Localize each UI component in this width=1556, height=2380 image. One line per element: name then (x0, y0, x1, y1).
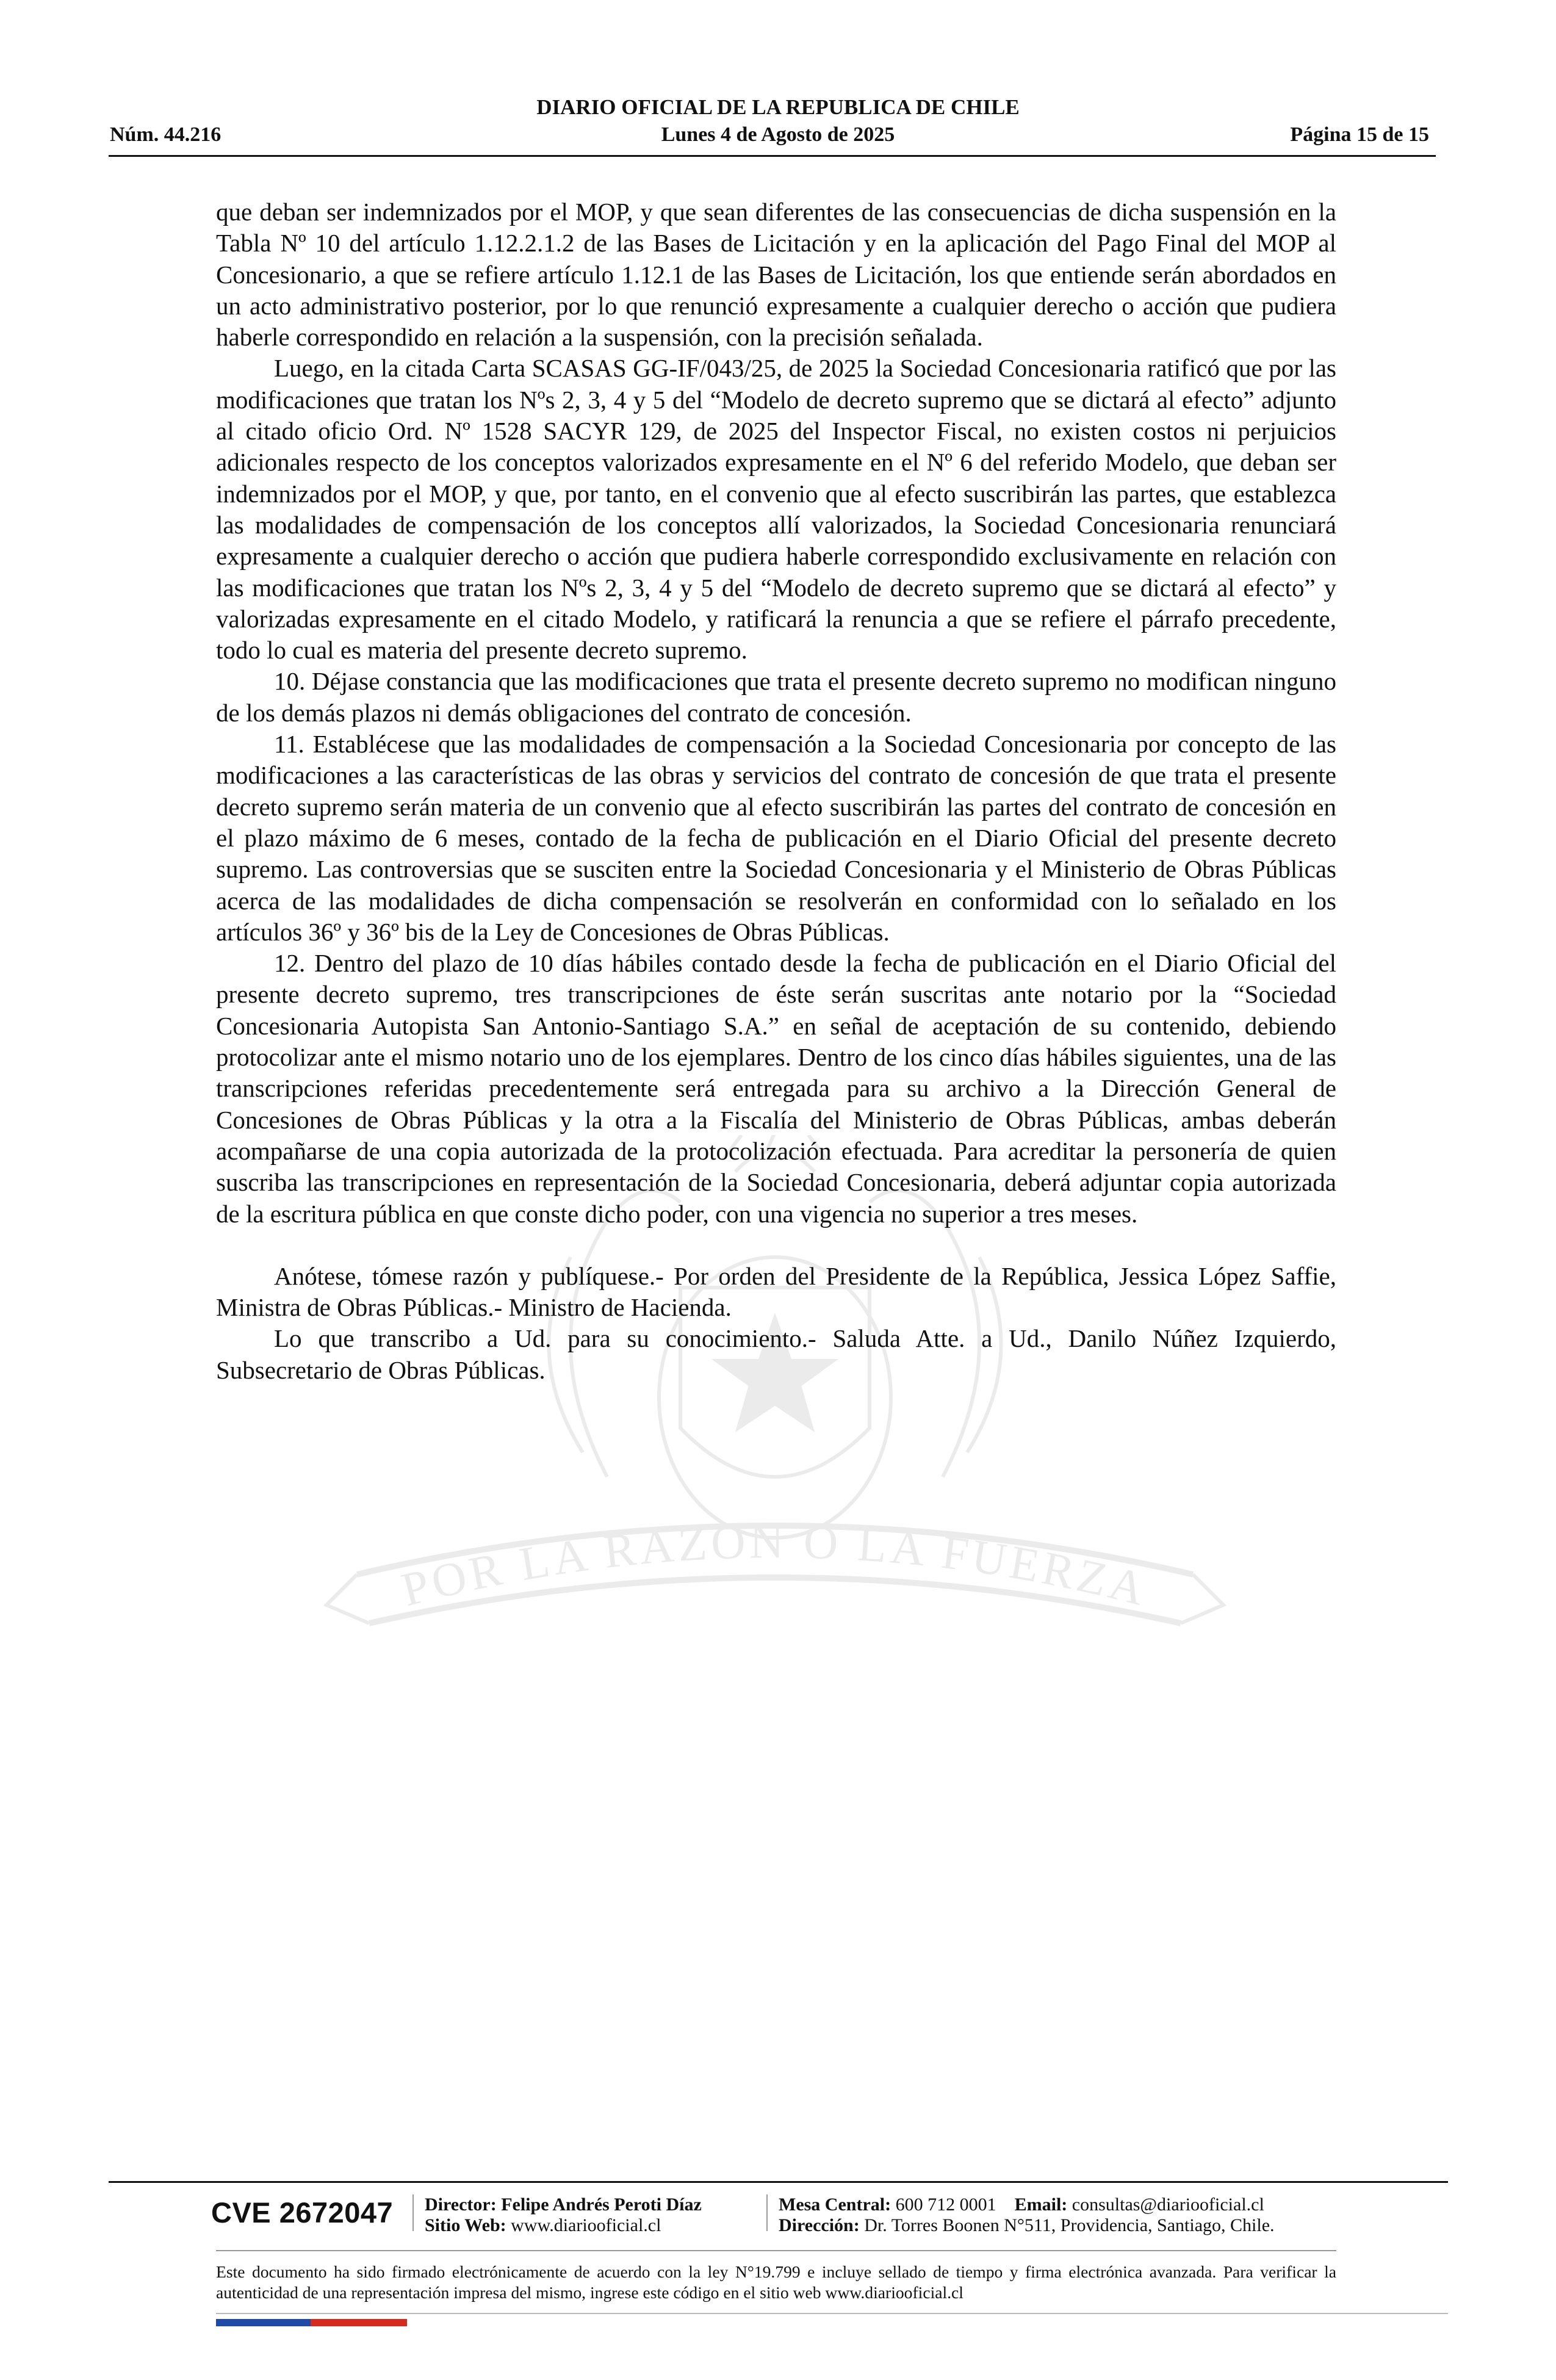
footer-director-block (425, 2194, 702, 2236)
email-label: Email: (1014, 2194, 1068, 2215)
director-name: Felipe Andrés Peroti Díaz (501, 2194, 702, 2215)
issue-number: Núm. 44.216 (110, 123, 222, 146)
cve-code: CVE 2672047 (211, 2196, 394, 2229)
address-value: Dr. Torres Boonen N°511, Providencia, Santiago, Chile. (864, 2215, 1275, 2235)
paragraph: 11. Establécese que las modalidades de compensación a la Sociedad Concesionaria por concepto de las modificaciones a las características de las obras y servicios del contrato de concesión de que trata el presente decreto supremo serán materia de un convenio que al efecto suscribirán las partes del contrato de concesión en el plazo máximo de 6 meses, contado de la fecha de publicación en el Diario Oficial del presente decreto supremo. Las controversias que se susciten entre la Sociedad Concesionaria y el Ministerio de Obras Públicas acerca de las modalidades de dicha compensación se resolverán en conformidad con lo señalado en los artículos 36º y 36º bis de la Ley de Concesiones de Obras Públicas. (216, 730, 1336, 946)
closing-paragraph: Lo que transcribo a Ud. para su conocimiento.- Saluda Atte. a Ud., Danilo Núñez Izquierdo, Subsecretario de Obras Públicas. (216, 1324, 1336, 1384)
website-link[interactable]: www.diariooficial.cl (511, 2215, 661, 2235)
footer-inner-divider (216, 2250, 1336, 2251)
watermark-motto: POR LA RAZON O LA FUERZA (396, 1515, 1154, 1617)
paragraph: 12. Dentro del plazo de 10 días hábiles contado desde la fecha de publicación en el Diario Oficial del presente decreto supremo, tres transcripciones de éste serán suscritas ante notario por la “Sociedad Concesionaria Autopista San Antonio-Santiago S.A.” en señal de aceptación de su contenido, debiendo protocolizar ante el mismo notario uno de los ejemplares. Dentro de los cinco días hábiles siguientes, una de las transcripciones referidas precedentemente será entregada para su archivo a la Dirección General de Concesiones de Obras Públicas y la otra a la Fiscalía del Ministerio de Obras Públicas, ambas deberán acompañarse de una copia autorizada de la protocolización efectuada. Para acreditar la personería de quien suscriba las transcripciones en representación de la Sociedad Concesionaria, deberá adjuntar copia autorizada de la escritura pública en que conste dicho poder, con una vigencia no superior a tres meses. (216, 949, 1336, 1228)
footer-bottom-rule (216, 2313, 1448, 2314)
closing-paragraph: Anótese, tómese razón y publíquese.- Por orden del Presidente de la República, Jessica López Saffie, Ministra de Obras Públicas.- Ministro de Hacienda. (216, 1261, 1336, 1322)
director-label: Director: (425, 2194, 497, 2215)
phone-label: Mesa Central: (779, 2194, 891, 2215)
paragraph: 10. Déjase constancia que las modificaciones que trata el presente decreto supremo no modifican ninguno de los demás plazos ni demás obligaciones del contrato de concesión. (216, 667, 1336, 727)
address-label: Dirección: (779, 2215, 860, 2235)
flag-stripe-red (311, 2319, 407, 2326)
paragraph: que deban ser indemnizados por el MOP, y que sean diferentes de las consecuencias de dicha suspensión en la Tabla Nº 10 del artículo 1.12.2.1.2 de las Bases de Licitación y en la aplicación del Pago Final del MOP al Concesionario, a que se refiere artículo 1.12.1 de las Bases de Licitación, los que entiende serán abordados en un acto administrativo posterior, por lo que renunció expresamente a cualquier derecho o acción que pudiera haberle correspondido en relación a la suspensión, con la precisión señalada. (216, 198, 1336, 352)
header-divider (109, 155, 1436, 157)
verification-note: Este documento ha sido firmado electrónicamente de acuerdo con la ley N°19.799 e incluye sellado de tiempo y firma electrónica avanzada. Para verificar la autenticidad de una representación impresa del mismo, ingrese este código en el sitio web www.diariooficial.cl (216, 2262, 1336, 2302)
phone-value: 600 712 0001 (895, 2194, 996, 2215)
website-label: Sitio Web: (425, 2215, 506, 2235)
flag-stripe-blue (216, 2319, 311, 2326)
publication-date: Lunes 4 de Agosto de 2025 (661, 123, 895, 146)
email-link[interactable]: consultas@diariooficial.cl (1072, 2194, 1264, 2215)
svg-text:POR LA RAZON O LA FUERZA (396, 1515, 1153, 1616)
masthead: DIARIO OFICIAL DE LA REPUBLICA DE CHILE (536, 95, 1020, 119)
paragraph: Luego, en la citada Carta SCASAS GG-IF/043/25, de 2025 la Sociedad Concesionaria ratificó que por las modificaciones que tratan los Nºs 2, 3, 4 y 5 del “Modelo de decreto supremo que se dictará al efecto” adjunto al citado oficio Ord. Nº 1528 SACYR 129, de 2025 del Inspector Fiscal, no existen costos ni perjuicios adicionales respecto de los conceptos valorizados expresamente en el Nº 6 del referido Modelo, que deban ser indemnizados por el MOP, y que, por tanto, en el convenio que al efecto suscribirán las partes, que establezca las modalidades de compensación de los conceptos allí valorizados, la Sociedad Concesionaria renunciará expresamente a cualquier derecho o acción que pudiera haberle correspondido exclusivamente en relación con las modificaciones que tratan los Nºs 2, 3, 4 y 5 del “Modelo de decreto supremo que se dictará al efecto” y valorizadas expresamente en el citado Modelo, y ratificará la renuncia a que se refiere el párrafo precedente, todo lo cual es materia del presente decreto supremo. (216, 354, 1336, 665)
footer-contact-block (779, 2194, 1275, 2236)
footer-separator (412, 2194, 414, 2231)
footer-separator (766, 2194, 768, 2231)
document-body (216, 197, 1336, 1386)
page-number: Página 15 de 15 (1290, 123, 1429, 146)
footer-divider (109, 2181, 1448, 2183)
